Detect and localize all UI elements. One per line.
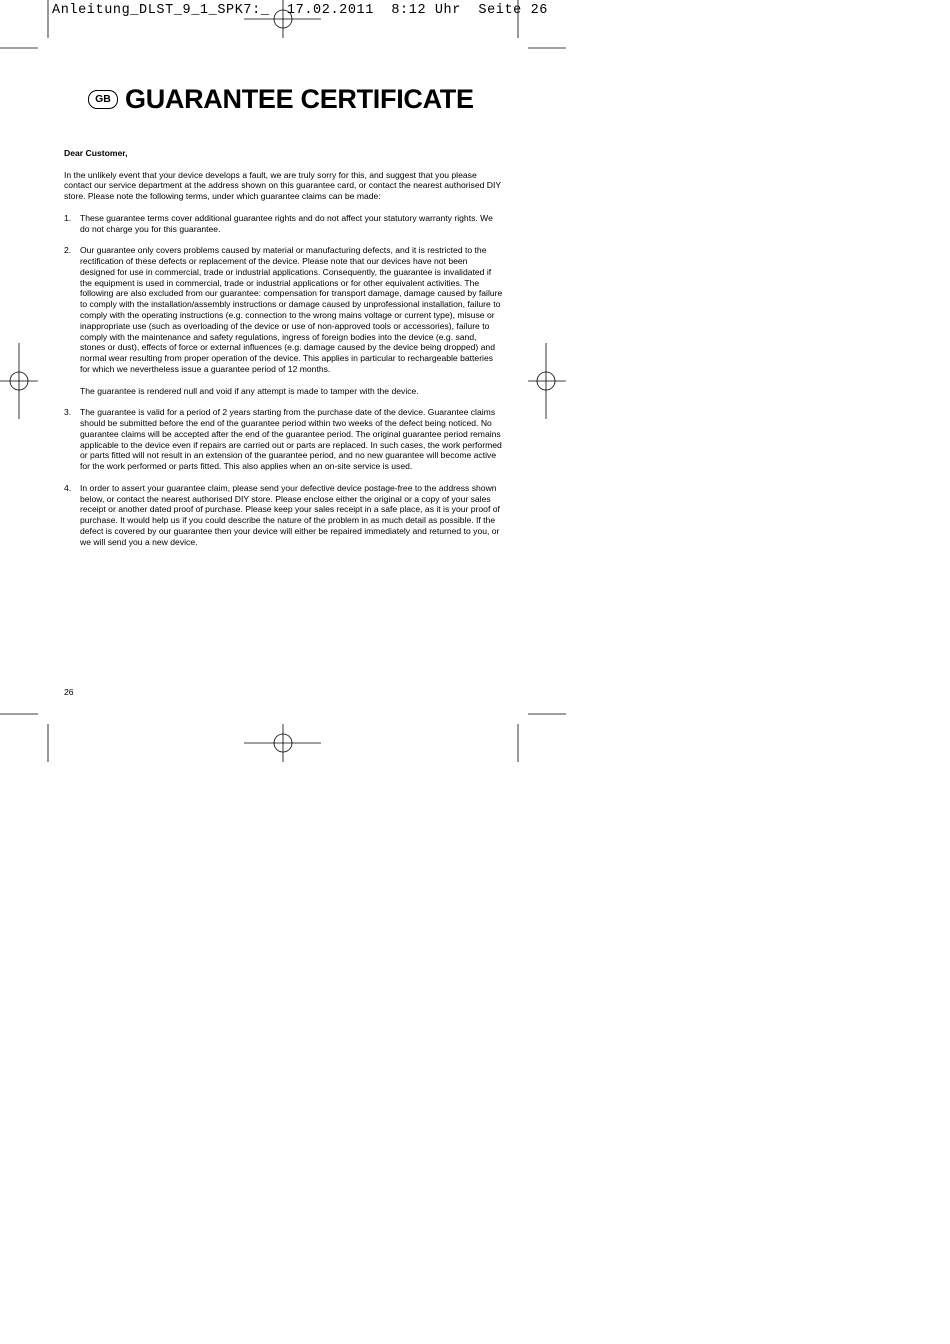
term-item — [64, 483, 504, 548]
language-badge: GB — [88, 90, 118, 109]
term-item — [64, 213, 504, 235]
document-body — [64, 148, 504, 558]
page-number: 26 — [64, 687, 74, 697]
title-text: GUARANTEE CERTIFICATE — [125, 84, 474, 114]
term-item — [64, 407, 504, 472]
term-number: 1. — [64, 212, 72, 223]
page-title — [88, 84, 474, 115]
term-number: 3. — [64, 407, 72, 418]
term-paragraph: In order to assert your guarantee claim, please send your defective device postage-free to the address shown below, or contact the nearest authorised DIY store. Please enclose either the original or a copy of your sales receipt or another dated proof of purchase. Please keep your sales receipt in a safe place, as it is your proof of purchase. It would help us if you could describe the nature of the problem in as much detail as possible. If the defect is covered by our guarantee then your device will either be repaired immediately and returned to you, or we will send you a new device. — [80, 482, 500, 547]
intro-paragraph: In the unlikely event that your device develops a fault, we are truly sorry for this, and suggest that you please contact our service department at the address shown on this guarantee card, or contact the nearest authorised DIY store. Please note the following terms, under which guarantee claims can be made: — [64, 169, 501, 202]
term-paragraph: These guarantee terms cover additional guarantee rights and do not affect your statutory warranty rights. We do not charge you for this guarantee. — [80, 212, 493, 234]
term-item — [64, 245, 504, 396]
term-paragraph: Our guarantee only covers problems caused by material or manufacturing defects, and it is restricted to the rectification of these defects or replacement of the device. Please note that our devices have not been designed for use in commercial, trade or industrial applications. Consequently, the guarantee is invalidated if the equipment is used in commercial, trade or industrial applications or for other equivalent activities. The following are also excluded from our guarantee: compensation for transport damage, damage caused by failure to comply with the installation/assembly instructions or damage caused by unprofessional installation, failure to comply with the operating instructions (e.g. connection to the wrong mains voltage or current type), misuse or inappropriate use (such as overloading of the device or use of non-approved tools or accessories), failure to comply with the maintenance and safety regulations, ingress of foreign bodies into the device (e.g. sand, stones or dust), effects of force or external influences (e.g. damage caused by the device being dropped) and normal wear resulting from proper operation of the device. This applies in particular to rechargeable batteries for which we nevertheless issue a guarantee period of 12 months. — [80, 245, 503, 374]
term-paragraph: The guarantee is rendered null and void if any attempt is made to tamper with the device. — [80, 385, 419, 396]
terms-list — [64, 213, 504, 548]
term-paragraph: The guarantee is valid for a period of 2 years starting from the purchase date of the device. Guarantee claims should be submitted before the end of the guarantee period within two weeks of the defect being noticed. No guarantee claims will be accepted after the end of the guarantee period. The original guarantee period remains applicable to the device even if repairs are carried out or parts are replaced. In such cases, the work performed or parts fitted will not result in an extension of the guarantee period, and no new guarantee will become active for the work performed or parts fitted. This also applies when an on-site service is used. — [80, 407, 502, 472]
print-slug-line: Anleitung_DLST_9_1_SPK7:_ 17.02.2011 8:12 Uhr Seite 26 — [52, 3, 548, 18]
term-number: 2. — [64, 245, 72, 256]
term-number: 4. — [64, 482, 72, 493]
salutation: Dear Customer, — [64, 148, 128, 158]
